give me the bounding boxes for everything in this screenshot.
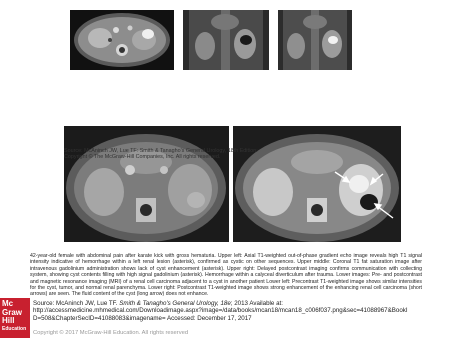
delayed-coronal-mri-image (278, 10, 352, 70)
mcgraw-hill-logo (0, 298, 30, 338)
overlay-copyright-text: Copyright © The McGraw-Hill Companies, Inc. All rights reserved. (64, 154, 221, 160)
figure-caption: 42-year-old female with abdominal pain after karate kick with gross hematuria. Upper left: Axial T1-weighted out-of-phase gradient echo image reveals high T1 signal intensity indicative of hemorrhage within a left renal lesion (asterisk), confirmed as cystic on other sequences. Upper middle: Coronal T1 fat saturation image after intravenous gadolinium administration shows lack of cyst enhancement (asterisk). Upper right: Delayed postcontrast imaging confirms communication with collecting system, showing cyst contents filling with high signal gadolinium (asterisk). Hemorrhage within a calyceal diverticulum after trauma. Lower images: Pre- and postcontrast and magnetic resonance imaging (MRI) of a renal cell carcinoma adjacent to a cyst in another patient Lower left: Precontrast T1-weighted image shows similar intensities for the cyst, tumor, and normal renal parenchyma. Lower right: Postcontrast T1-weighted image shows strong enhancement of the enhancing renal cell carcinoma (short arrows) are seen. The fluid content of the cyst (long arrow) does not enhance. (30, 253, 422, 298)
source-suffix: ; 2013 Available at: (230, 300, 283, 307)
overlay-source-text: Source: McAninch JW, Lue TF: Smith & Tanagho's General Urology, 18th Edition: (64, 148, 258, 154)
mri-panel-lower-right (233, 126, 401, 242)
logo-line: Hill (2, 316, 15, 326)
copyright-notice: Copyright © 2017 McGraw-Hill Education. All rights reserved (33, 330, 189, 336)
logo-line: Graw (2, 307, 23, 317)
logo-line: Mc (2, 299, 14, 308)
source-url-line2: D=508&ChapterSecID=41088083&imagename= Accessed: December 17, 2017 (33, 314, 252, 322)
mri-panel-upper-left (70, 10, 174, 70)
axial-mri-image (70, 10, 174, 70)
mri-panel-upper-middle (183, 10, 269, 70)
mri-panel-lower-left (64, 126, 229, 242)
source-prefix: Source: McAninch JW, Lue TF. (33, 300, 120, 307)
precontrast-mri-image (64, 126, 229, 242)
source-title: Smith & Tanagho's General Urology, 18e (119, 300, 231, 307)
postcontrast-mri-image (233, 126, 401, 242)
coronal-mri-image (183, 10, 269, 70)
source-citation (33, 300, 443, 322)
logo-line: Education (2, 325, 27, 332)
mri-panel-upper-right (278, 10, 352, 70)
source-url-line1[interactable]: http://accessmedicine.mhmedical.com/Downloadimage.aspx?image=/data/books/mcan18/mcan18_c006f037.png&sec=41088967&BookI (33, 307, 408, 315)
